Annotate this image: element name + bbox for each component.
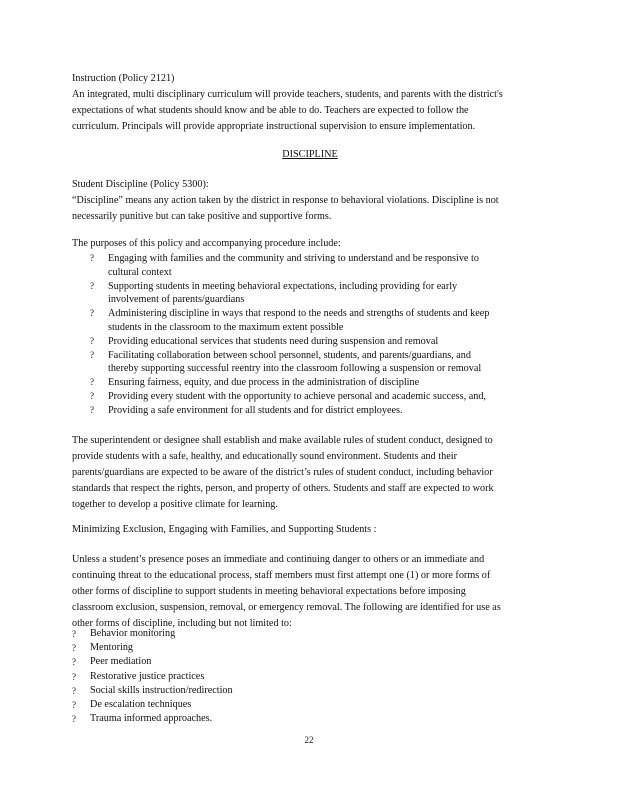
- list-item: [90, 335, 550, 349]
- bullet-glyph: ?: [90, 390, 94, 401]
- minimizing-heading-block: [72, 522, 548, 538]
- instruction-line: expectations of what students should know and be able to do. Teachers are expected to follow the: [72, 105, 469, 116]
- list-item: [90, 404, 550, 418]
- paragraph-line: classroom exclusion, suspension, removal, or emergency removal. The following are identified for use as: [72, 602, 501, 613]
- paragraph-line: continuing threat to the educational process, staff members must first attempt one (1) or more forms of: [72, 570, 491, 581]
- bullet-glyph: ?: [72, 629, 76, 639]
- list-item: [72, 627, 372, 641]
- bullet-glyph: ?: [90, 280, 94, 291]
- list-item-text: thereby supporting successful reentry into the classroom following a suspension or removal: [108, 363, 482, 375]
- purposes-list: [90, 252, 550, 418]
- list-item: [90, 376, 550, 390]
- student-discipline-line: necessarily punitive but can take positive and supportive forms.: [72, 211, 332, 222]
- list-item: [72, 670, 372, 684]
- list-item: [90, 349, 550, 377]
- list-item-text: Restorative justice practices: [90, 670, 205, 682]
- list-item-text: Administering discipline in ways that respond to the needs and strengths of students and keep: [108, 308, 490, 320]
- paragraph-line: The superintendent or designee shall establish and make available rules of student conduct, designed to: [72, 435, 493, 446]
- minimizing-paragraph: [72, 552, 548, 632]
- bullet-glyph: ?: [90, 253, 94, 263]
- list-item-text: Providing educational services that students need during suspension and removal: [108, 335, 439, 347]
- list-item: [90, 252, 550, 280]
- paragraph-line: provide students with a safe, healthy, and educationally sound environment. Students and their: [72, 451, 457, 462]
- list-item: [72, 698, 372, 712]
- list-item-text: involvement of parents/guardians: [108, 294, 245, 306]
- list-item-text: cultural context: [108, 266, 172, 278]
- list-item-text: Facilitating collaboration between school personnel, students, and parents/guardians, and: [108, 349, 471, 361]
- minimizing-heading: Minimizing Exclusion, Engaging with Families, and Supporting Students :: [72, 524, 377, 535]
- student-discipline-line: “Discipline” means any action taken by the district in response to behavioral violations. Discipline is not: [72, 195, 499, 206]
- paragraph-line: together to develop a positive climate for learning.: [72, 499, 278, 510]
- purposes-intro: The purposes of this policy and accompanying procedure include:: [72, 238, 341, 249]
- bullet-glyph: ?: [72, 685, 76, 696]
- list-item: [72, 712, 372, 726]
- student-discipline-section: [72, 177, 548, 225]
- list-item-text: Providing every student with the opportunity to achieve personal and academic success, and,: [108, 390, 486, 402]
- bullet-glyph: ?: [72, 657, 76, 668]
- paragraph-line: standards that respect the rights, person, and property of others. Students and staff are expected to work: [72, 483, 494, 494]
- list-item-text: Engaging with families and the community and striving to understand and be responsive to: [108, 253, 479, 264]
- instruction-line: An integrated, multi disciplinary curriculum will provide teachers, students, and parents with the district's: [72, 89, 503, 100]
- bullet-glyph: ?: [90, 349, 94, 360]
- list-item-text: students in the classroom to the maximum extent possible: [108, 321, 344, 333]
- list-item-text: Social skills instruction/redirection: [90, 684, 233, 696]
- discipline-forms-list: [72, 627, 372, 726]
- paragraph-line: Unless a student’s presence poses an immediate and continuing danger to others or an immediate and: [72, 554, 485, 565]
- discipline-title: DISCIPLINE: [282, 149, 338, 160]
- list-item-text: Supporting students in meeting behavioral expectations, including providing for early: [108, 280, 458, 292]
- instruction-section: [72, 71, 548, 135]
- superintendent-paragraph: [72, 433, 548, 513]
- bullet-glyph: ?: [90, 377, 94, 388]
- list-item: [72, 655, 372, 669]
- paragraph-line: other forms of discipline, including but not limited to:: [72, 618, 292, 629]
- bullet-glyph: ?: [72, 714, 76, 725]
- list-item-text: Behavior monitoring: [90, 628, 176, 639]
- bullet-glyph: ?: [72, 700, 76, 711]
- list-item-text: Ensuring fairness, equity, and due process in the administration of discipline: [108, 377, 420, 389]
- list-item-text: Trauma informed approaches.: [90, 713, 213, 725]
- list-item: [90, 280, 550, 308]
- bullet-glyph: ?: [90, 308, 94, 319]
- purposes-intro-block: [72, 236, 548, 252]
- list-item: [72, 684, 372, 698]
- instruction-heading: Instruction (Policy 2121): [72, 73, 175, 84]
- bullet-glyph: ?: [72, 671, 76, 682]
- list-item: [90, 307, 550, 335]
- paragraph-line: parents/guardians are expected to be aware of the district’s rules of student conduct, including behavior: [72, 467, 493, 478]
- list-item-text: De escalation techniques: [90, 699, 192, 711]
- list-item: [72, 641, 372, 655]
- list-item-text: Peer mediation: [90, 656, 152, 668]
- list-item-text: Providing a safe environment for all students and for district employees.: [108, 404, 403, 416]
- paragraph-line: other forms of discipline to support students in meeting behavioral expectations before imposing: [72, 586, 466, 597]
- page-number: 22: [304, 735, 314, 745]
- list-item-text: Mentoring: [90, 642, 134, 654]
- instruction-line: curriculum. Principals will provide appropriate instructional supervision to ensure implementation.: [72, 121, 476, 132]
- list-item: [90, 390, 550, 404]
- bullet-glyph: ?: [90, 404, 94, 415]
- bullet-glyph: ?: [90, 335, 94, 346]
- discipline-title-block: [72, 147, 548, 163]
- bullet-glyph: ?: [72, 643, 76, 654]
- student-discipline-heading: Student Discipline (Policy 5300):: [72, 179, 209, 190]
